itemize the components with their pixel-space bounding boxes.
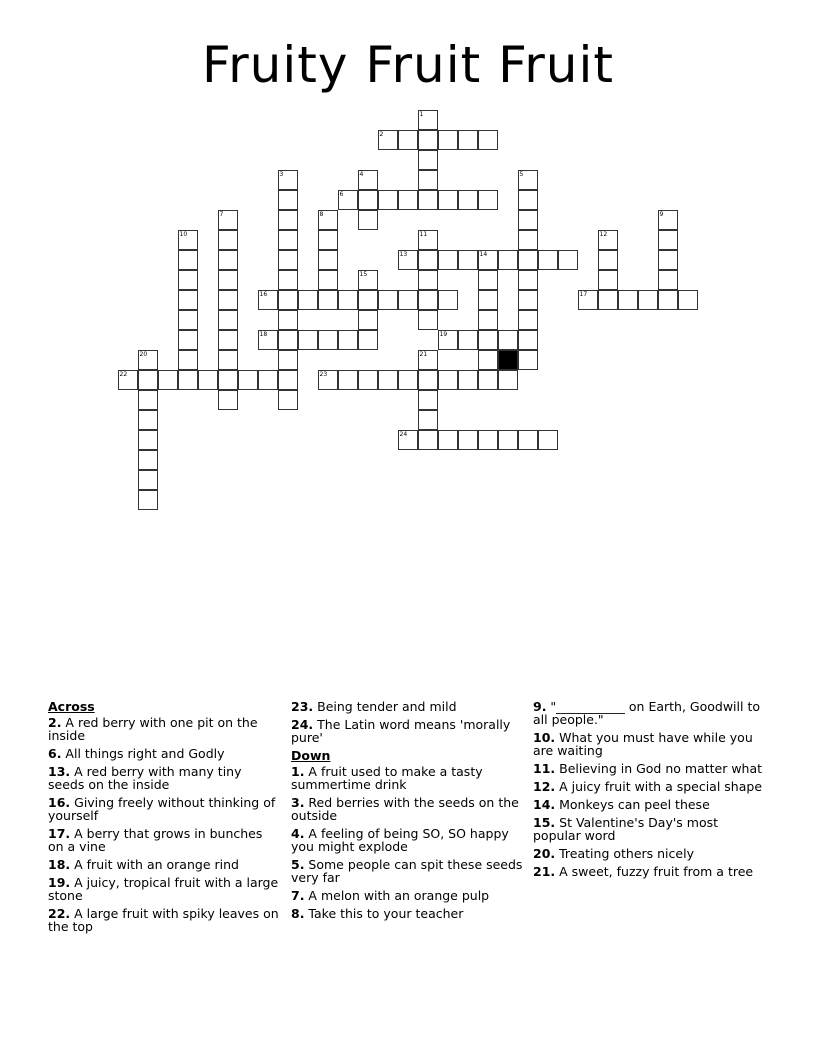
grid-cell[interactable] xyxy=(398,290,418,310)
clue-down-4: 4. A feeling of being SO, SO happy you might explode xyxy=(291,826,509,854)
grid-cell[interactable] xyxy=(378,370,398,390)
grid-cell[interactable] xyxy=(478,290,498,310)
grid-cell[interactable] xyxy=(418,310,438,330)
clue-down-20: 20. Treating others nicely xyxy=(533,846,694,861)
grid-cell[interactable] xyxy=(418,350,438,370)
grid-cell[interactable] xyxy=(378,130,398,150)
grid-cell[interactable] xyxy=(478,430,498,450)
cell-number: 24 xyxy=(399,430,408,438)
cell-number: 12 xyxy=(599,230,608,238)
grid-cell[interactable] xyxy=(458,130,478,150)
grid-cell[interactable] xyxy=(598,250,618,270)
grid-cell[interactable] xyxy=(218,390,238,410)
grid-cell[interactable] xyxy=(358,330,378,350)
cell-number: 13 xyxy=(399,250,408,258)
grid-cell[interactable] xyxy=(638,290,658,310)
grid-cell[interactable] xyxy=(438,190,458,210)
grid-cell[interactable] xyxy=(358,310,378,330)
grid-cell[interactable] xyxy=(518,190,538,210)
grid-cell[interactable] xyxy=(178,270,198,290)
grid-cell[interactable] xyxy=(138,410,158,430)
grid-cell[interactable] xyxy=(418,230,438,250)
grid-cell[interactable] xyxy=(398,430,418,450)
grid-cell[interactable] xyxy=(458,430,478,450)
grid-cell[interactable] xyxy=(478,190,498,210)
clue-down-9: 9. "___________ on Earth, Goodwill to all people." xyxy=(533,699,760,727)
grid-cell[interactable] xyxy=(518,210,538,230)
grid-cell[interactable] xyxy=(218,230,238,250)
grid-cell[interactable] xyxy=(318,210,338,230)
clue-across-24: 24. The Latin word means 'morally pure' xyxy=(291,717,511,745)
grid-cell[interactable] xyxy=(418,430,438,450)
grid-cell[interactable] xyxy=(498,370,518,390)
clue-down-10: 10. What you must have while you are waiting xyxy=(533,730,753,758)
grid-cell[interactable] xyxy=(418,110,438,130)
cell-number: 23 xyxy=(319,370,328,378)
clue-across-18: 18. A fruit with an orange rind xyxy=(48,857,239,872)
black-cell xyxy=(498,350,518,370)
grid-cell[interactable] xyxy=(278,190,298,210)
grid-cell[interactable] xyxy=(218,370,238,390)
grid-cell[interactable] xyxy=(678,290,698,310)
grid-cell[interactable] xyxy=(598,290,618,310)
grid-cell[interactable] xyxy=(358,190,378,210)
cell-number: 2 xyxy=(379,130,384,138)
cell-number: 1 xyxy=(419,110,424,118)
grid-cell[interactable] xyxy=(458,250,478,270)
cell-number: 6 xyxy=(339,190,344,198)
grid-cell[interactable] xyxy=(438,370,458,390)
grid-cell[interactable] xyxy=(418,250,438,270)
cell-number: 4 xyxy=(359,170,364,178)
grid-cell[interactable] xyxy=(518,310,538,330)
grid-cell[interactable] xyxy=(278,250,298,270)
cell-number: 22 xyxy=(119,370,128,378)
grid-cell[interactable] xyxy=(218,210,238,230)
clue-across-19: 19. A juicy, tropical fruit with a large stone xyxy=(48,875,279,903)
grid-cell[interactable] xyxy=(198,370,218,390)
clue-down-21: 21. A sweet, fuzzy fruit from a tree xyxy=(533,864,754,879)
clue-across-23: 23. Being tender and mild xyxy=(291,699,457,714)
cell-number: 19 xyxy=(439,330,448,338)
clue-across-16: 16. Giving freely without thinking of yourself xyxy=(48,795,276,823)
grid-cell[interactable] xyxy=(518,430,538,450)
clue-down-5: 5. Some people can spit these seeds very far xyxy=(291,857,523,885)
grid-cell[interactable] xyxy=(538,430,558,450)
grid-cell[interactable] xyxy=(358,290,378,310)
cell-number: 3 xyxy=(279,170,284,178)
grid-cell[interactable] xyxy=(438,250,458,270)
grid-cell[interactable] xyxy=(418,130,438,150)
crossword-grid xyxy=(118,110,718,530)
grid-cell[interactable] xyxy=(598,230,618,250)
grid-cell[interactable] xyxy=(358,170,378,190)
grid-cell[interactable] xyxy=(318,370,338,390)
grid-cell[interactable] xyxy=(138,450,158,470)
grid-cell[interactable] xyxy=(618,290,638,310)
grid-cell[interactable] xyxy=(278,350,298,370)
grid-cell[interactable] xyxy=(418,370,438,390)
cell-number: 11 xyxy=(419,230,428,238)
grid-cell[interactable] xyxy=(278,330,298,350)
grid-cell[interactable] xyxy=(438,130,458,150)
grid-cell[interactable] xyxy=(478,350,498,370)
grid-cell[interactable] xyxy=(178,290,198,310)
grid-cell[interactable] xyxy=(338,330,358,350)
grid-cell[interactable] xyxy=(138,430,158,450)
grid-cell[interactable] xyxy=(518,350,538,370)
grid-cell[interactable] xyxy=(278,290,298,310)
clue-down-7: 7. A melon with an orange pulp xyxy=(291,888,490,903)
grid-cell[interactable] xyxy=(358,210,378,230)
grid-cell[interactable] xyxy=(458,330,478,350)
cell-number: 20 xyxy=(139,350,148,358)
grid-cell[interactable] xyxy=(218,250,238,270)
clues-column-2 xyxy=(291,700,523,925)
clue-down-14: 14. Monkeys can peel these xyxy=(533,797,710,812)
grid-cell[interactable] xyxy=(378,290,398,310)
grid-cell[interactable] xyxy=(278,310,298,330)
cell-number: 17 xyxy=(579,290,588,298)
grid-cell[interactable] xyxy=(398,190,418,210)
grid-cell[interactable] xyxy=(398,130,418,150)
clue-across-17: 17. A berry that grows in bunches on a vine xyxy=(48,826,263,854)
clue-down-12: 12. A juicy fruit with a special shape xyxy=(533,779,763,794)
grid-cell[interactable] xyxy=(478,330,498,350)
grid-cell[interactable] xyxy=(358,370,378,390)
grid-cell[interactable] xyxy=(438,290,458,310)
grid-cell[interactable] xyxy=(498,430,518,450)
clue-down-3: 3. Red berries with the seeds on the outside xyxy=(291,795,519,823)
clue-across-22: 22. A large fruit with spiky leaves on the top xyxy=(48,906,279,934)
grid-cell[interactable] xyxy=(138,370,158,390)
grid-cell[interactable] xyxy=(518,270,538,290)
grid-cell[interactable] xyxy=(518,250,538,270)
grid-cell[interactable] xyxy=(658,250,678,270)
grid-cell[interactable] xyxy=(178,350,198,370)
grid-cell[interactable] xyxy=(278,170,298,190)
cell-number: 8 xyxy=(319,210,324,218)
clue-down-15: 15. St Valentine's Day's most popular word xyxy=(533,815,719,843)
grid-cell[interactable] xyxy=(518,330,538,350)
grid-cell[interactable] xyxy=(598,270,618,290)
across-heading: Across xyxy=(48,699,95,714)
grid-cell[interactable] xyxy=(298,290,318,310)
grid-cell[interactable] xyxy=(558,250,578,270)
grid-cell[interactable] xyxy=(398,250,418,270)
grid-cell[interactable] xyxy=(378,190,398,210)
grid-cell[interactable] xyxy=(658,230,678,250)
puzzle-title: Fruity Fruit Fruit xyxy=(202,36,614,94)
clue-across-13: 13. A red berry with many tiny seeds on the inside xyxy=(48,764,242,792)
grid-cell[interactable] xyxy=(318,290,338,310)
cell-number: 7 xyxy=(219,210,224,218)
cell-number: 21 xyxy=(419,350,428,358)
grid-cell[interactable] xyxy=(178,310,198,330)
grid-cell[interactable] xyxy=(518,230,538,250)
grid-cell[interactable] xyxy=(238,370,258,390)
grid-cell[interactable] xyxy=(318,230,338,250)
grid-cell[interactable] xyxy=(538,250,558,270)
grid-cell[interactable] xyxy=(258,370,278,390)
grid-cell[interactable] xyxy=(458,370,478,390)
grid-cell[interactable] xyxy=(458,190,478,210)
clue-across-6: 6. All things right and Godly xyxy=(48,746,225,761)
grid-cell[interactable] xyxy=(518,290,538,310)
grid-cell[interactable] xyxy=(138,470,158,490)
clue-down-8: 8. Take this to your teacher xyxy=(291,906,464,921)
grid-cell[interactable] xyxy=(658,290,678,310)
grid-cell[interactable] xyxy=(398,370,418,390)
grid-cell[interactable] xyxy=(478,310,498,330)
clues-column-1 xyxy=(48,700,280,938)
grid-cell[interactable] xyxy=(178,370,198,390)
down-heading: Down xyxy=(291,748,331,763)
grid-cell[interactable] xyxy=(318,270,338,290)
grid-cell[interactable] xyxy=(498,330,518,350)
grid-cell[interactable] xyxy=(418,170,438,190)
grid-cell[interactable] xyxy=(318,250,338,270)
grid-cell[interactable] xyxy=(418,150,438,170)
grid-cell[interactable] xyxy=(138,390,158,410)
grid-cell[interactable] xyxy=(578,290,598,310)
cell-number: 5 xyxy=(519,170,524,178)
grid-cell[interactable] xyxy=(218,330,238,350)
grid-cell[interactable] xyxy=(478,270,498,290)
cell-number: 14 xyxy=(479,250,488,258)
grid-cell[interactable] xyxy=(338,290,358,310)
grid-cell[interactable] xyxy=(318,330,338,350)
grid-cell[interactable] xyxy=(498,250,518,270)
cell-number: 10 xyxy=(179,230,188,238)
grid-cell[interactable] xyxy=(658,270,678,290)
grid-cell[interactable] xyxy=(278,370,298,390)
grid-cell[interactable] xyxy=(478,130,498,150)
grid-cell[interactable] xyxy=(218,350,238,370)
clues-column-3 xyxy=(533,700,765,883)
grid-cell[interactable] xyxy=(258,330,278,350)
grid-cell[interactable] xyxy=(178,250,198,270)
grid-cell[interactable] xyxy=(178,330,198,350)
grid-cell[interactable] xyxy=(218,290,238,310)
grid-cell[interactable] xyxy=(218,310,238,330)
grid-cell[interactable] xyxy=(358,270,378,290)
grid-cell[interactable] xyxy=(338,190,358,210)
grid-cell[interactable] xyxy=(278,270,298,290)
grid-cell[interactable] xyxy=(278,210,298,230)
cell-number: 18 xyxy=(259,330,268,338)
clue-across-2: 2. A red berry with one pit on the inside xyxy=(48,715,258,743)
grid-cell[interactable] xyxy=(438,330,458,350)
cell-number: 16 xyxy=(259,290,268,298)
grid-cell[interactable] xyxy=(138,490,158,510)
grid-cell[interactable] xyxy=(218,270,238,290)
grid-cell[interactable] xyxy=(178,230,198,250)
grid-cell[interactable] xyxy=(658,210,678,230)
grid-cell[interactable] xyxy=(518,170,538,190)
grid-cell[interactable] xyxy=(258,290,278,310)
grid-cell[interactable] xyxy=(418,190,438,210)
grid-cell[interactable] xyxy=(418,270,438,290)
grid-cell[interactable] xyxy=(478,370,498,390)
grid-cell[interactable] xyxy=(418,290,438,310)
grid-cell[interactable] xyxy=(118,370,138,390)
clue-down-11: 11. Believing in God no matter what xyxy=(533,761,763,776)
cell-number: 9 xyxy=(659,210,664,218)
clue-down-1: 1. A fruit used to make a tasty summertime drink xyxy=(291,764,483,792)
grid-cell[interactable] xyxy=(138,350,158,370)
grid-cell[interactable] xyxy=(298,330,318,350)
grid-cell[interactable] xyxy=(438,430,458,450)
cell-number: 15 xyxy=(359,270,368,278)
grid-cell[interactable] xyxy=(478,250,498,270)
grid-cell[interactable] xyxy=(418,410,438,430)
grid-cell[interactable] xyxy=(278,230,298,250)
grid-cell[interactable] xyxy=(158,370,178,390)
grid-cell[interactable] xyxy=(418,390,438,410)
grid-cell[interactable] xyxy=(278,390,298,410)
grid-cell[interactable] xyxy=(338,370,358,390)
